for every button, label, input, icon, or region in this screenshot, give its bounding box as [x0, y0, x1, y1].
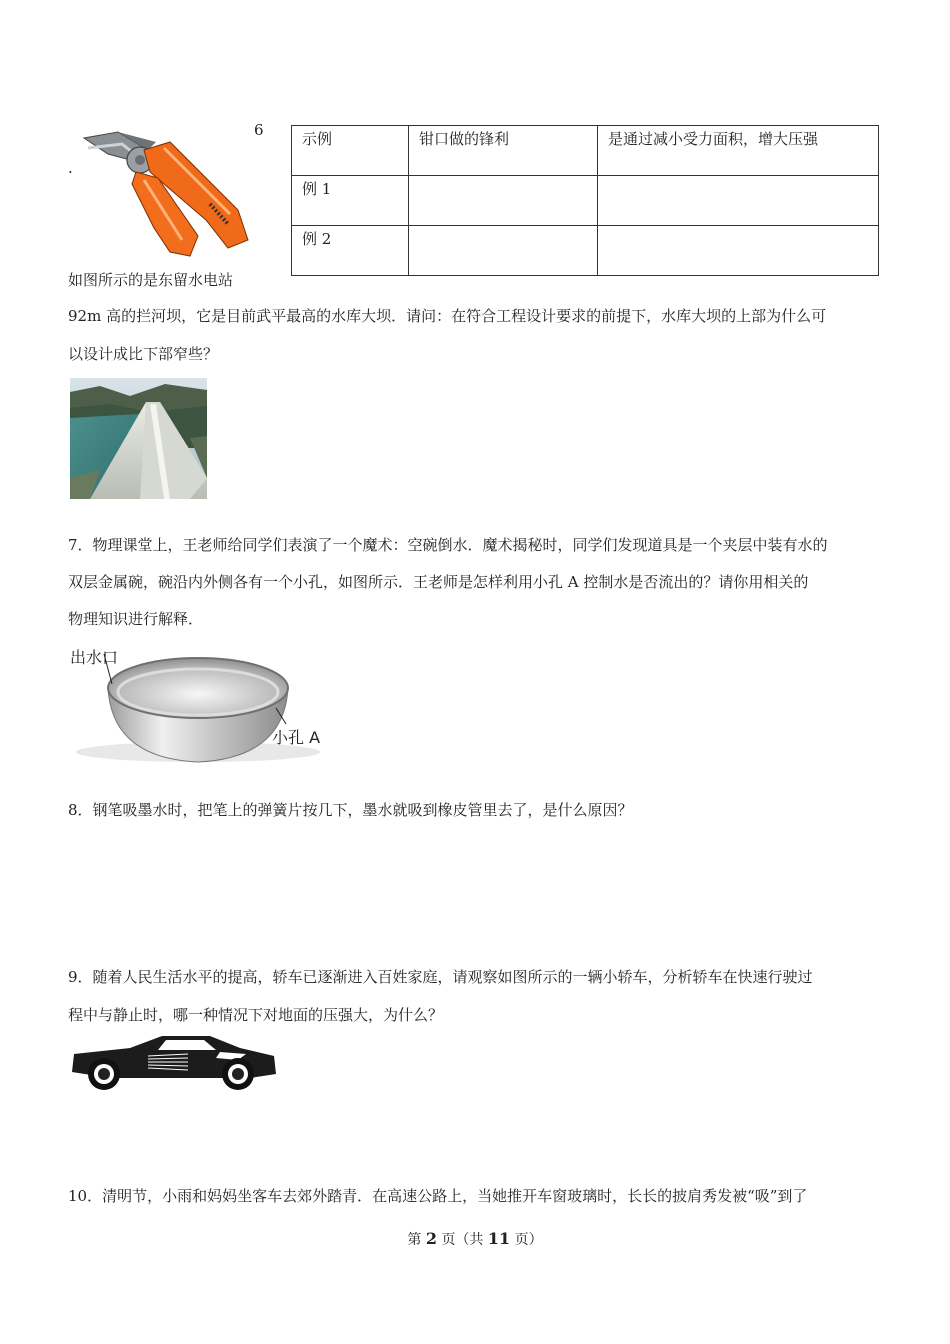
table-cell: 钳口做的锋利 — [409, 126, 598, 176]
question-7-line-3: 物理知识进行解释． — [68, 610, 204, 628]
footer-prefix: 第 — [407, 1232, 422, 1248]
table-cell[interactable] — [598, 176, 879, 226]
footer-total-pages: 11 — [487, 1229, 511, 1248]
question-10-line-1: 10．清明节，小雨和妈妈坐客车去郊外踏青．在高速公路上，当她推开车窗玻璃时，长长的披肩秀发被“吸”到了 — [68, 1187, 808, 1205]
question-9-line-1: 9．随着人民生活水平的提高，轿车已逐渐进入百姓家庭，请观察如图所示的一辆小轿车，分析轿车在快速行驶过 — [68, 968, 813, 986]
table-cell[interactable] — [409, 176, 598, 226]
table-cell[interactable] — [409, 226, 598, 276]
question-7-line-2: 双层金属碗，碗沿内外侧各有一个小孔，如图所示．王老师是怎样利用小孔 A 控制水是否流出的？请你用相关的 — [68, 573, 809, 591]
question-6-line-2: 92m 高的拦河坝，它是目前武平最高的水库大坝．请问：在符合工程设计要求的前提下，水库大坝的上部为什么可 — [68, 307, 827, 325]
dam-image — [70, 378, 207, 499]
table-row — [292, 126, 879, 176]
table-row — [292, 176, 879, 226]
table-cell: 示例 — [292, 126, 409, 176]
bowl-label-hole-a: 小孔 A — [272, 728, 321, 747]
pliers-image — [78, 128, 254, 258]
table-cell: 例 1 — [292, 176, 409, 226]
bowl-label-outlet: 出水口 — [70, 648, 119, 667]
question-6-line-3: 以设计成比下部窄些？ — [68, 345, 219, 363]
table-cell: 例 2 — [292, 226, 409, 276]
footer-middle: 页（共 — [441, 1232, 484, 1248]
footer-page-number: 2 — [425, 1229, 437, 1248]
question-8-line-1: 8．钢笔吸墨水时，把笔上的弹簧片按几下，墨水就吸到橡皮管里去了，是什么原因？ — [68, 801, 633, 819]
car-image — [70, 1034, 280, 1092]
table-row — [292, 226, 879, 276]
question-9-line-2: 程中与静止时，哪一种情况下对地面的压强大，为什么？ — [68, 1006, 444, 1024]
question-6-dot: . — [68, 159, 73, 177]
table-cell[interactable] — [598, 226, 879, 276]
table-cell: 是通过减小受力面积，增大压强 — [598, 126, 879, 176]
page-footer — [0, 1229, 950, 1249]
example-table — [291, 125, 879, 276]
question-6-line-1: 如图所示的是东留水电站 — [68, 271, 234, 289]
footer-suffix: 页） — [514, 1232, 543, 1248]
question-6-number: 6 — [254, 121, 264, 139]
question-7-line-1: 7．物理课堂上，王老师给同学们表演了一个魔术：空碗倒水．魔术揭秘时，同学们发现道具是一个夹层中装有水的 — [68, 536, 828, 554]
